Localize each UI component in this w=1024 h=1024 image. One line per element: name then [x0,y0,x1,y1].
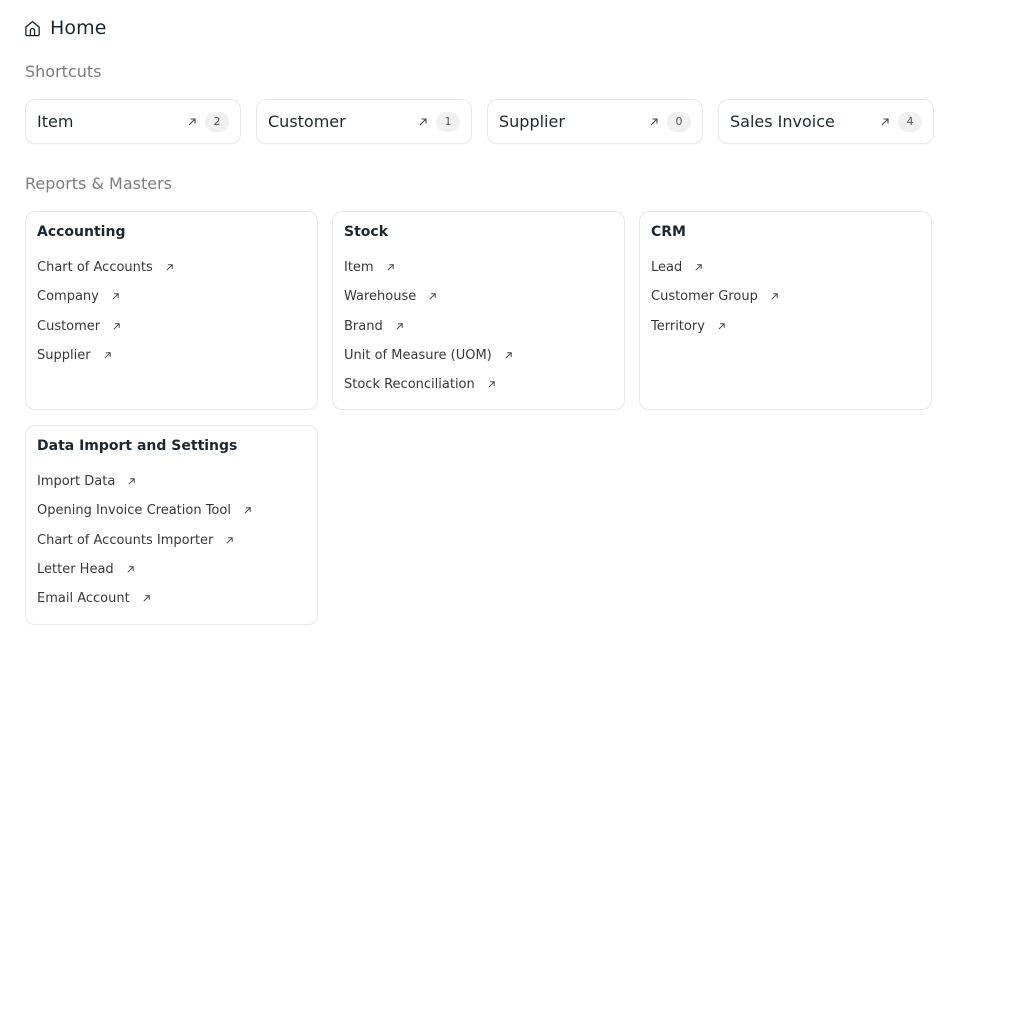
arrow-up-right-icon [395,322,404,331]
arrow-up-right-icon [694,263,703,272]
link-company[interactable] [37,282,306,311]
count-badge: 4 [898,112,922,132]
link-stock-reconciliation[interactable] [344,370,613,399]
link-opening-invoice-creation-tool[interactable] [37,496,306,525]
link-label: Opening Invoice Creation Tool [37,503,231,519]
arrow-up-right-icon [111,292,120,301]
count-badge: 2 [205,112,229,132]
shortcut-label: Supplier [499,112,565,131]
shortcut-customer[interactable] [256,99,472,144]
link-chart-of-accounts[interactable] [37,253,306,282]
link-label: Brand [344,318,383,334]
link-supplier[interactable] [37,341,306,370]
arrow-up-right-icon [112,322,121,331]
arrow-up-right-icon [717,322,726,331]
shortcut-label: Customer [268,112,346,131]
link-label: Chart of Accounts Importer [37,532,214,548]
link-label: Item [344,260,374,276]
count-badge: 0 [667,112,691,132]
shortcuts-list [25,99,934,144]
link-label: Chart of Accounts [37,260,153,276]
arrow-up-right-icon [418,117,428,127]
card-accounting [25,211,318,410]
arrow-up-right-icon [770,292,779,301]
link-letter-head[interactable] [37,555,306,584]
link-label: Stock Reconciliation [344,377,475,393]
arrow-up-right-icon [649,117,659,127]
arrow-up-right-icon [243,506,252,515]
link-customer[interactable] [37,312,306,341]
page-title: Home [50,17,107,39]
link-lead[interactable] [651,253,920,282]
card-title: Accounting [37,224,126,240]
card-crm [639,211,932,410]
arrow-up-right-icon [386,263,395,272]
arrow-up-right-icon [880,117,890,127]
card-data-import-settings [25,425,318,625]
count-badge: 1 [436,112,460,132]
link-label: Warehouse [344,289,417,305]
link-warehouse[interactable] [344,282,613,311]
card-title: Stock [344,224,389,240]
reports-section-title: Reports & Masters [25,174,172,193]
link-customer-group[interactable] [651,282,920,311]
link-label: Company [37,289,99,305]
arrow-up-right-icon [127,477,136,486]
link-email-account[interactable] [37,584,306,613]
home-icon [23,19,42,38]
link-label: Territory [651,318,705,334]
arrow-up-right-icon [165,263,174,272]
card-title: Data Import and Settings [37,438,238,454]
arrow-up-right-icon [142,594,151,603]
page-header [23,17,107,39]
arrow-up-right-icon [428,292,437,301]
shortcut-sales-invoice[interactable] [718,99,934,144]
shortcut-item[interactable] [25,99,241,144]
link-territory[interactable] [651,312,920,341]
link-chart-of-accounts-importer[interactable] [37,526,306,555]
shortcut-supplier[interactable] [487,99,703,144]
link-label: Lead [651,260,683,276]
link-label: Supplier [37,348,91,364]
shortcuts-section-title: Shortcuts [25,62,102,81]
link-label: Letter Head [37,562,114,578]
shortcut-label: Sales Invoice [730,112,835,131]
arrow-up-right-icon [103,351,112,360]
link-label: Email Account [37,591,130,607]
card-title: CRM [651,224,686,240]
link-import-data[interactable] [37,467,306,496]
card-stock [332,211,625,410]
arrow-up-right-icon [504,351,513,360]
arrow-up-right-icon [225,536,234,545]
link-brand[interactable] [344,312,613,341]
arrow-up-right-icon [126,565,135,574]
shortcut-label: Item [37,112,74,131]
link-unit-of-measure[interactable] [344,341,613,370]
link-item[interactable] [344,253,613,282]
arrow-up-right-icon [487,380,496,389]
link-label: Import Data [37,474,116,490]
arrow-up-right-icon [187,117,197,127]
link-label: Customer Group [651,289,758,305]
link-label: Unit of Measure (UOM) [344,348,492,364]
link-label: Customer [37,318,101,334]
